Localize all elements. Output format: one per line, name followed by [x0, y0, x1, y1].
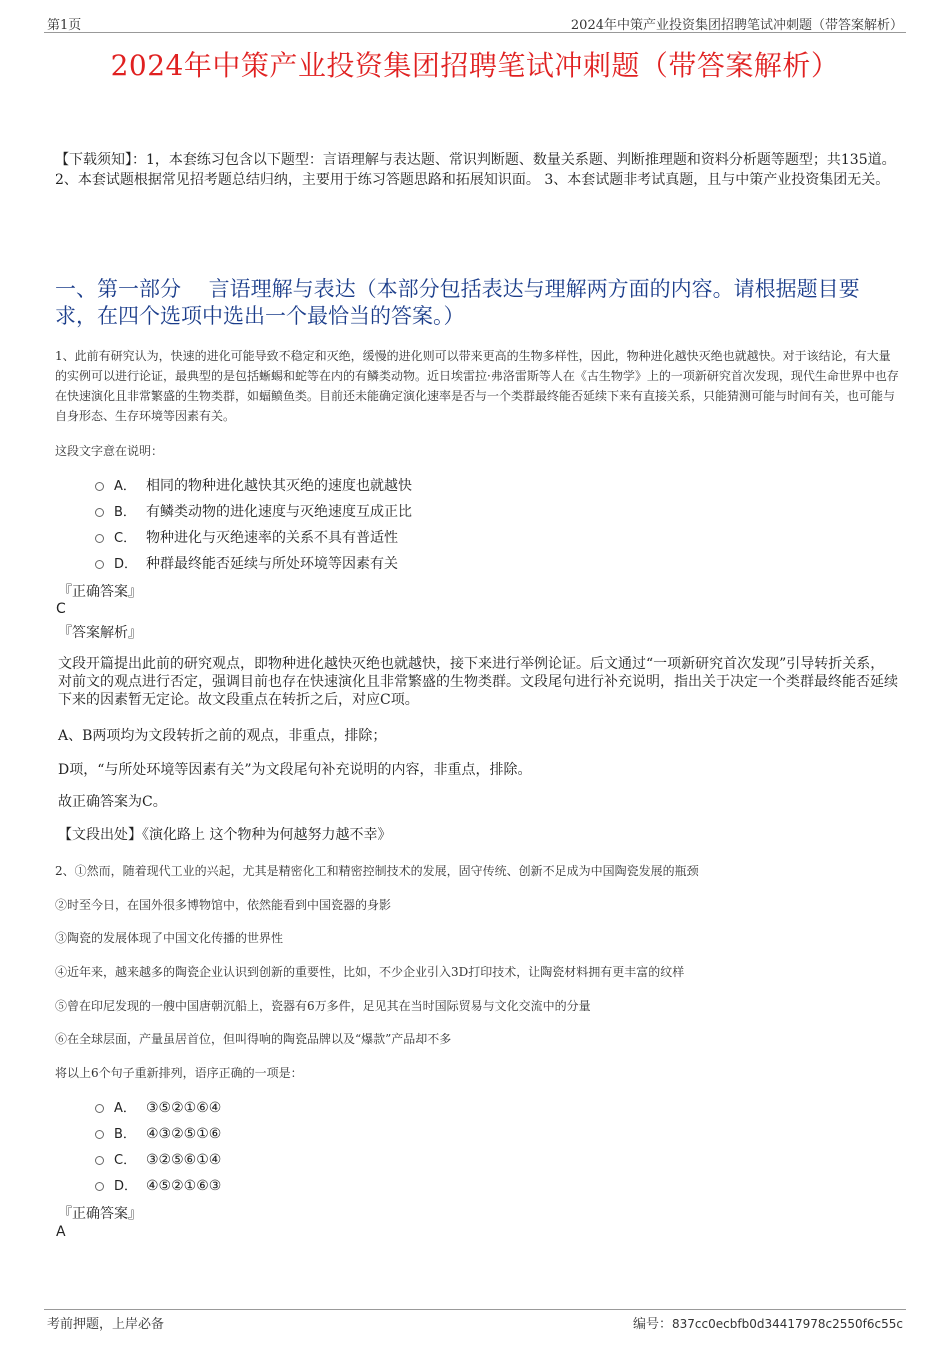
question-2-sentence: ②时至今日，在国外很多博物馆中，依然能看到中国瓷器的身影 [55, 898, 392, 912]
radio-icon[interactable] [95, 1104, 104, 1113]
question-2-sentence: ③陶瓷的发展体现了中国文化传播的世界性 [55, 931, 284, 945]
radio-icon[interactable] [95, 534, 104, 543]
footer-slogan: 考前押题，上岸必备 [47, 1317, 165, 1332]
question-2-prompt: 将以上6个句子重新排列，语序正确的一项是： [55, 1066, 303, 1080]
question-2-answer: A [56, 1224, 66, 1240]
footer-code [633, 1313, 903, 1332]
question-2-option-b[interactable]: B． ④③②⑤①⑥ [95, 1124, 221, 1144]
radio-icon[interactable] [95, 1156, 104, 1165]
radio-icon[interactable] [95, 482, 104, 491]
radio-icon[interactable] [95, 1182, 104, 1191]
question-1-stem: 1、此前有研究认为，快速的进化可能导致不稳定和灭绝，缓慢的进化则可以带来更高的生物多样性，因此，物种进化越快灭绝也就越快。对于该结论，有大量的实例可以进行论证，最典型的是包括蜥蜴和蛇等在内的有鳞类动物。近日埃雷拉·弗洛雷斯等人在《古生物学》上的一项新研究首次发现，现代生命世界中也存在快速演化且非常繁盛的生物类群，如蝠鲼鱼类。目前还未能确定演化速率是否与一个类群最终能否延续下来有直接关系，只能猜测可能与时间有关，也可能与自身形态、生存环境等因素有关。 [55, 349, 899, 423]
radio-icon[interactable] [95, 1130, 104, 1139]
question-2-stem: 2、①然而，随着现代工业的兴起，尤其是精密化工和精密控制技术的发展，固守传统、创新不足成为中国陶瓷发展的瓶颈 [55, 864, 699, 878]
question-1-option-b[interactable]: B． 有鳞类动物的进化速度与灭绝速度互成正比 [95, 502, 412, 522]
question-1-answer: C [56, 601, 66, 617]
header-doc-title: 2024年中策产业投资集团招聘笔试冲刺题（带答案解析） [570, 18, 903, 33]
question-1-analysis-paragraph: 文段开篇提出此前的研究观点，即物种进化越快灭绝也就越快，接下来进行举例论证。后文通过“一项新研究首次发现”引导转折关系，对前文的观点进行否定，强调目前也存在快速演化且非常繁盛的生物类群。文段尾句进行补充说明，指出关于决定一个类群最终能否延续下来的因素暂无定论。故文段重点在转折之后，对应C项。 [58, 656, 898, 708]
footer-code-label: 编号： [633, 1317, 673, 1332]
question-2-sentence: ⑥在全球层面，产量虽居首位，但叫得响的陶瓷品牌以及“爆款”产品却不多 [55, 1032, 452, 1046]
section-heading: 一、第一部分 言语理解与表达（本部分包括表达与理解两方面的内容。请根据题目要求，在四个选项中选出一个最恰当的答案。） [55, 277, 860, 328]
question-1-source: 【文段出处】《演化路上 这个物种为何越努力越不幸》 [58, 827, 392, 843]
question-2-option-c[interactable]: C． ③②⑤⑥①④ [95, 1150, 221, 1170]
question-2-option-d[interactable]: D． ④⑤②①⑥③ [95, 1176, 221, 1196]
footer-divider [44, 1309, 906, 1310]
question-1-analysis-label: 『答案解析』 [58, 625, 142, 641]
page-number: 第1页 [47, 18, 82, 33]
question-1-analysis-paragraph: A、B两项均为文段转折之前的观点，非重点，排除； [58, 728, 387, 744]
question-1-option-c[interactable]: C． 物种进化与灭绝速率的关系不具有普适性 [95, 528, 398, 548]
question-1-answer-label: 『正确答案』 [58, 584, 142, 600]
radio-icon[interactable] [95, 508, 104, 517]
question-1-analysis-paragraph: D项，“与所处环境等因素有关”为文段尾句补充说明的内容，非重点，排除。 [58, 762, 532, 778]
download-notice: 【下载须知】：1，本套练习包含以下题型：言语理解与表达题、常识判断题、数量关系题、判断推理题和资料分析题等题型；共135道。 2、本套试题根据常见招考题总结归纳，主要用于练习答题思路和拓展知识面。 3、本套试题非考试真题，且与中策产业投资集团无关。 [55, 152, 896, 188]
question-2-sentence: ⑤曾在印尼发现的一艘中国唐朝沉船上，瓷器有6万多件，足见其在当时国际贸易与文化交流中的分量 [55, 999, 591, 1013]
footer-code-value: 837cc0ecbfb0d34417978c2550f6c55c [672, 1317, 903, 1331]
question-2-option-a[interactable]: A． ③⑤②①⑥④ [95, 1098, 221, 1118]
document-title: 2024年中策产业投资集团招聘笔试冲刺题（带答案解析） [110, 49, 840, 82]
radio-icon[interactable] [95, 560, 104, 569]
question-2-answer-label: 『正确答案』 [58, 1206, 142, 1222]
question-1-prompt: 这段文字意在说明： [55, 444, 164, 458]
header-divider [44, 32, 906, 33]
question-1-option-a[interactable]: A． 相同的物种进化越快其灭绝的速度也就越快 [95, 476, 412, 496]
question-1-analysis-paragraph: 故正确答案为C。 [58, 794, 167, 810]
question-2-sentence: ④近年来，越来越多的陶瓷企业认识到创新的重要性，比如，不少企业引入3D打印技术，让陶瓷材料拥有更丰富的纹样 [55, 965, 685, 979]
question-1-option-d[interactable]: D． 种群最终能否延续与所处环境等因素有关 [95, 554, 398, 574]
